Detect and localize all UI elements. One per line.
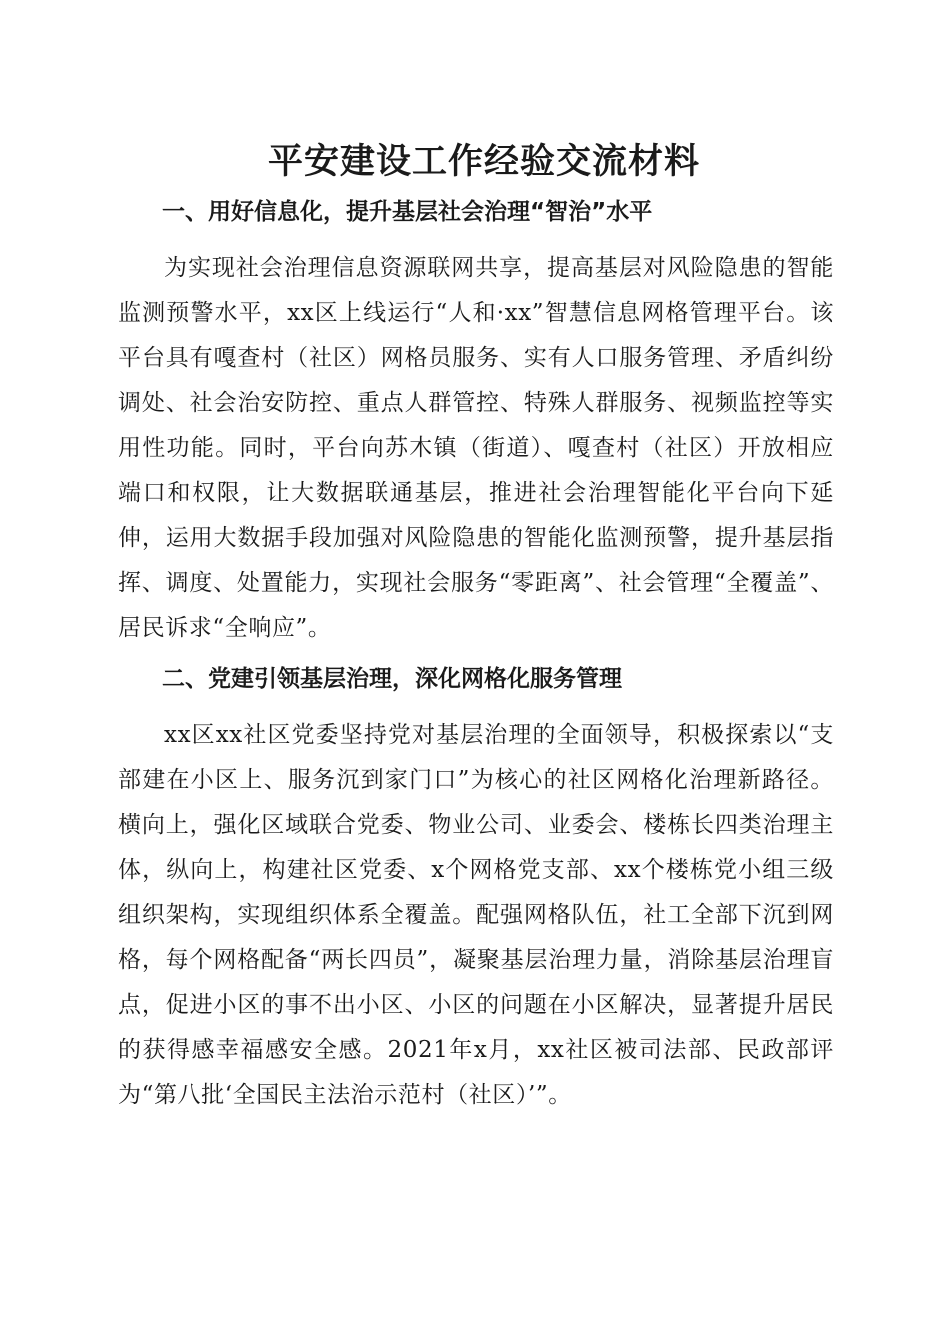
section-heading-2: 二、党建引领基层治理，深化网格化服务管理 bbox=[162, 666, 622, 692]
section-heading-1: 一、用好信息化，提升基层社会治理“智治”水平 bbox=[162, 199, 653, 225]
section-paragraph-2: xx区xx社区党委坚持党对基层治理的全面领导，积极探索以“支部建在小区上、服务沉到家门口”为核心的社区网格化治理新路径。横向上，强化区域联合党委、物业公司、业委会、楼栋长四类治理主体，纵向上，构建社区党委、x个网格党支部、xx个楼栋党小组三级组织架构，实现组织体系全覆盖。配强网格队伍，社工全部下沉到网格，每个网格配备“两长四员”，凝聚基层治理力量，消除基层治理盲点，促进小区的事不出小区、小区的问题在小区解决，显著提升居民的获得感幸福感安全感。2021年x月，xx社区被司法部、民政部评为“第八批‘全国民主法治示范村（社区）’”。 bbox=[118, 722, 834, 1108]
section-paragraph-1: 为实现社会治理信息资源联网共享，提高基层对风险隐患的智能监测预警水平，xx区上线运行“人和·xx”智慧信息网格管理平台。该平台具有嘎查村（社区）网格员服务、实有人口服务管理、矛盾纠纷调处、社会治安防控、重点人群管控、特殊人群服务、视频监控等实用性功能。同时，平台向苏木镇（街道）、嘎查村（社区）开放相应端口和权限，让大数据联通基层，推进社会治理智能化平台向下延伸，运用大数据手段加强对风险隐患的智能化监测预警，提升基层指挥、调度、处置能力，实现社会服务“零距离”、社会管理“全覆盖”、居民诉求“全响应”。 bbox=[118, 255, 834, 641]
document-body bbox=[118, 132, 834, 1118]
document-title: 平安建设工作经验交流材料 bbox=[267, 141, 700, 182]
